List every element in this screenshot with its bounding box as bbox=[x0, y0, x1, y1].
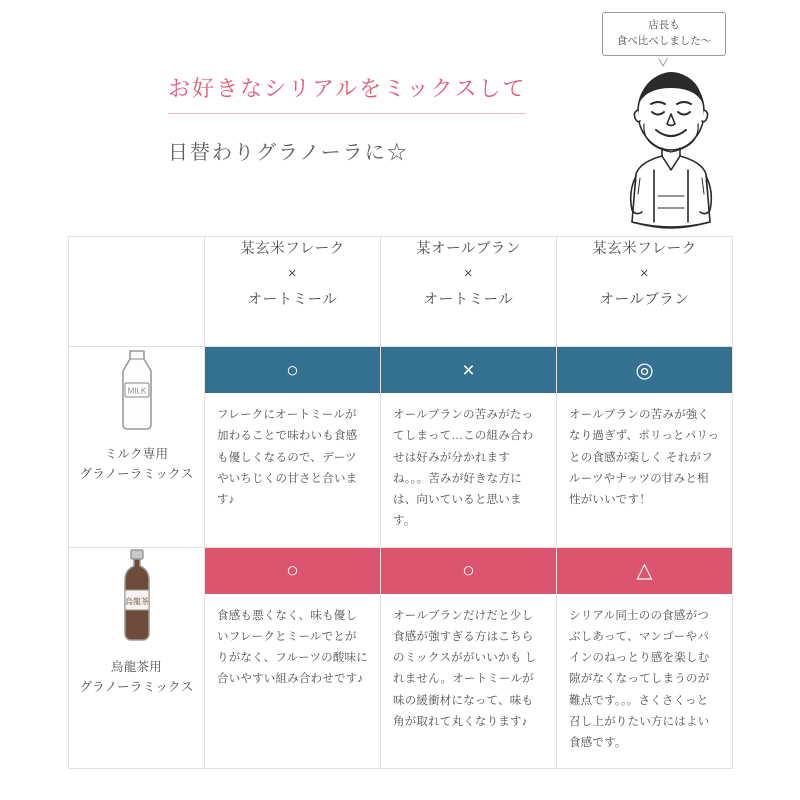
cell-description: シリアル同士のの食感がつぶしあって、マンゴーやパインのねっとり感を楽しむ隙がなくなってしまうのが難点です。。。さくさくっと召し上がりたい方にはよい食感です。 bbox=[569, 609, 710, 750]
column-header-1-line-1: 某玄米フレーク bbox=[240, 241, 345, 257]
comparison-table bbox=[68, 236, 733, 769]
cell-oolong-col2 bbox=[381, 547, 557, 769]
column-header-2 bbox=[381, 237, 557, 347]
rating-badge: ○ bbox=[205, 548, 380, 594]
speech-bubble bbox=[602, 12, 726, 56]
cell-description: 食感も悪くなく、味も優しいフレークとミールでとがりがなく、フルーツの酸味に合いやすい組み合わせです♪ bbox=[217, 609, 368, 686]
cell-milk-col1 bbox=[205, 347, 381, 548]
cell-description: オールブランの苦みが強くなり過ぎず、ポリっとパリっとの食感が楽しく それがフルーツやナッツの甘みと相性がいいです！ bbox=[569, 409, 720, 507]
column-header-3 bbox=[557, 237, 733, 347]
column-header-3-line-2: × bbox=[640, 266, 649, 283]
oolong-bottle-label: 烏龍茶 bbox=[124, 596, 149, 606]
page-header bbox=[0, 0, 800, 235]
column-header-2-line-1: 某オールブラン bbox=[416, 241, 521, 257]
cell-description: オールブランだけだと少し食感が強すぎる方はこちらのミックスががいいかも しれません。オートミールが味の緩衝材になって、味も角が取れて丸くなります♪ bbox=[393, 609, 537, 728]
column-header-3-line-1: 某玄米フレーク bbox=[592, 241, 697, 257]
page-subtitle: 日替わりグラノーラに☆ bbox=[168, 142, 409, 164]
row-label-milk-line-2: グラノーラミックス bbox=[79, 467, 194, 481]
speech-bubble-line-1: 店長も bbox=[648, 19, 680, 31]
table-row bbox=[69, 347, 733, 548]
column-header-2-line-3: オートミール bbox=[423, 291, 514, 308]
milk-bottle-label: MILK bbox=[127, 386, 146, 396]
table-row bbox=[69, 547, 733, 769]
table-corner-cell bbox=[69, 237, 205, 347]
row-label-milk bbox=[69, 347, 205, 548]
cell-description: オールブランの苦みがたってしまって…この組み合わせは好みが分かれますね。。。苦みが好きな方には、向いていると思います。 bbox=[393, 409, 534, 528]
row-label-oolong-text bbox=[69, 657, 204, 697]
shopkeeper-icon bbox=[606, 66, 736, 231]
row-label-oolong-line-2: グラノーラミックス bbox=[79, 679, 194, 694]
rating-badge: ○ bbox=[381, 548, 556, 594]
row-label-milk-text bbox=[69, 444, 204, 484]
rating-badge: ◎ bbox=[557, 347, 732, 393]
cell-milk-col2 bbox=[381, 347, 557, 548]
column-header-1 bbox=[205, 237, 381, 347]
milk-bottle-icon bbox=[110, 347, 164, 431]
column-header-3-line-3: オールブラン bbox=[599, 291, 690, 308]
cell-description: フレークにオートミールが加わることで味わいも食感も優しくなるので、デーツやいちじくの甘さと合います♪ bbox=[217, 409, 358, 507]
mascot-illustration bbox=[596, 8, 746, 228]
rating-badge: ○ bbox=[205, 347, 380, 393]
rating-badge: △ bbox=[557, 548, 732, 594]
cell-oolong-col1 bbox=[205, 547, 381, 769]
column-header-1-line-3: オートミール bbox=[247, 291, 338, 308]
table-header-row bbox=[69, 237, 733, 347]
cell-milk-col3 bbox=[557, 347, 733, 548]
row-label-milk-line-1: ミルク専用 bbox=[104, 447, 169, 461]
headline-block bbox=[168, 72, 568, 165]
page-title: お好きなシリアルをミックスして bbox=[168, 72, 526, 114]
column-header-1-line-2: × bbox=[288, 266, 297, 283]
row-label-oolong bbox=[69, 547, 205, 769]
speech-bubble-line-2: 食べ比べしました〜 bbox=[616, 34, 712, 47]
oolong-tea-bottle-icon bbox=[110, 548, 164, 644]
rating-badge: × bbox=[381, 347, 556, 393]
row-label-oolong-line-1: 烏龍茶用 bbox=[110, 659, 163, 674]
cell-oolong-col3 bbox=[557, 547, 733, 769]
column-header-2-line-2: × bbox=[464, 266, 473, 283]
